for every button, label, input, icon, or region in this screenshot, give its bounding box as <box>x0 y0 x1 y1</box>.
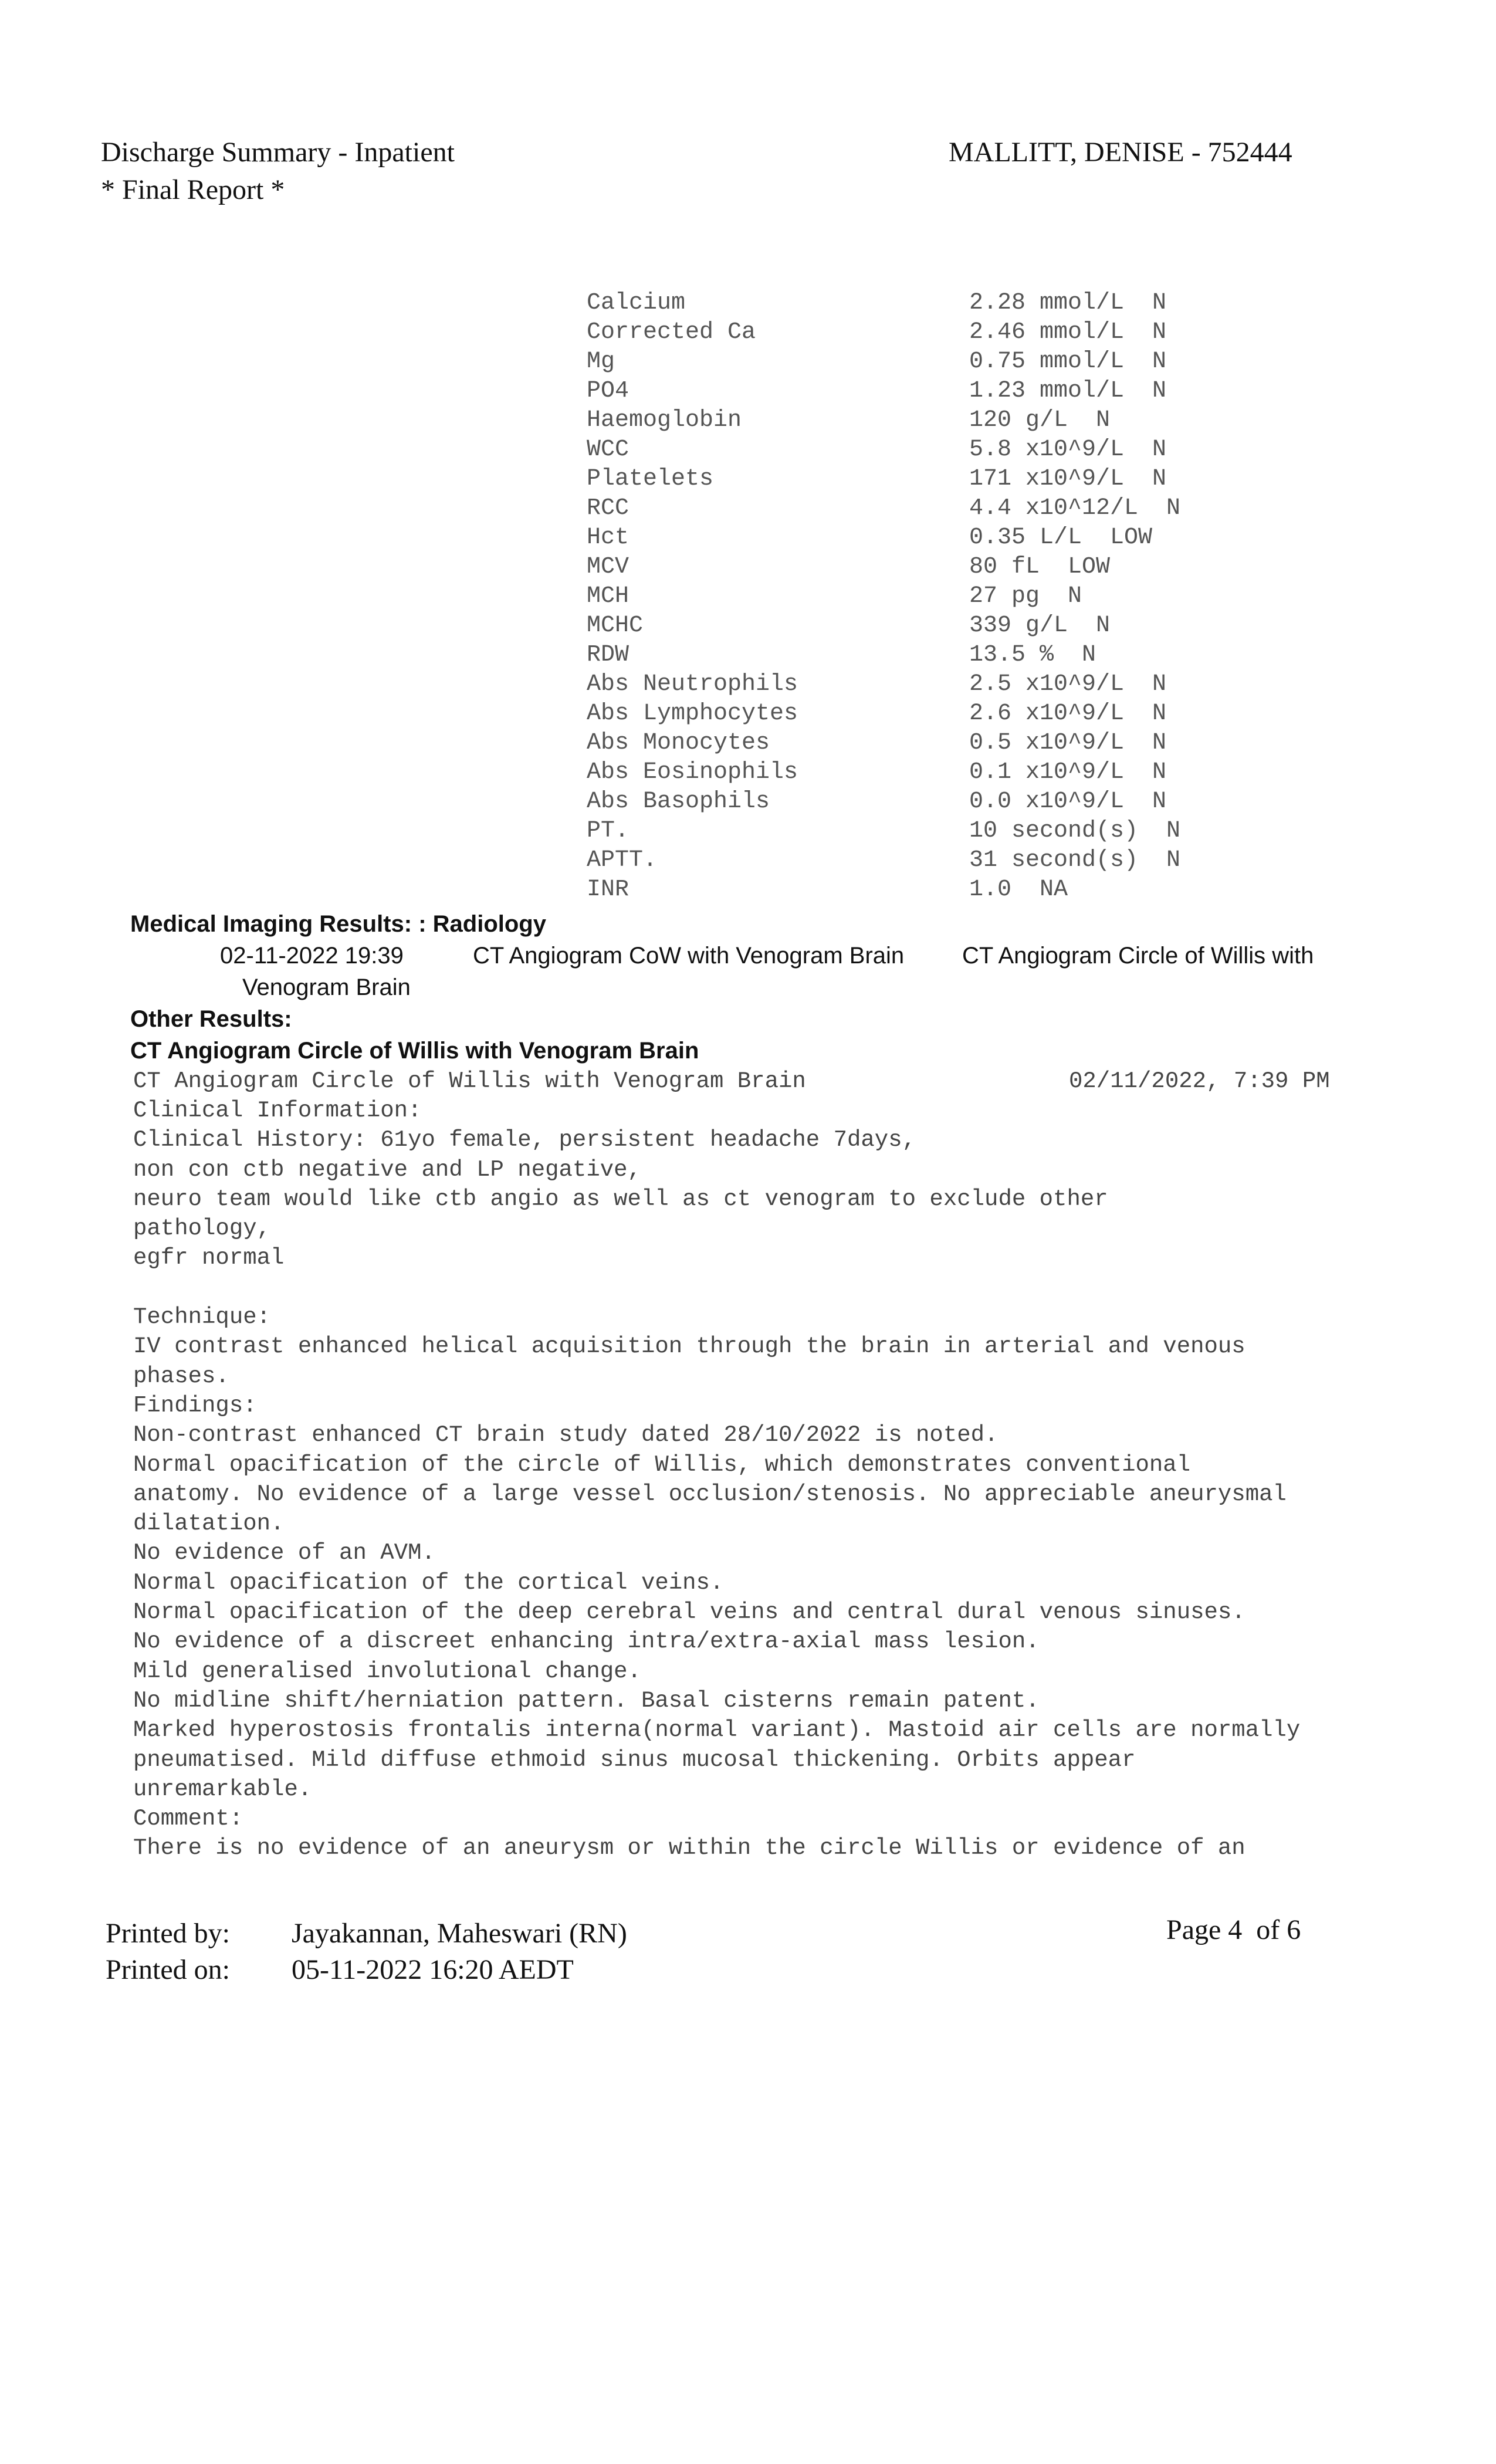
lab-test-value: 2.5 x10^9/L N <box>969 671 1167 698</box>
report-line: Comment: <box>133 1806 243 1832</box>
report-line: dilatation. <box>133 1511 285 1537</box>
lab-test-name: PO4 <box>587 378 629 404</box>
lab-test-name: Abs Basophils <box>587 788 770 815</box>
lab-test-name: INR <box>587 876 629 903</box>
report-line: non con ctb negative and LP negative, <box>133 1156 641 1183</box>
report-line: Marked hyperostosis frontalis interna(normal variant). Mastoid air cells are normally <box>133 1717 1301 1744</box>
report-line: phases. <box>133 1363 229 1389</box>
printed-by-label: Printed by: <box>106 1918 230 1949</box>
printed-by-value: Jayakannan, Maheswari (RN) <box>292 1918 627 1949</box>
report-line: Normal opacification of the circle of Willis, which demonstrates conventional <box>133 1451 1191 1478</box>
imaging-heading: Medical Imaging Results: : Radiology <box>130 911 546 937</box>
report-line <box>133 1273 1300 1302</box>
document-title: Discharge Summary - Inpatient <box>101 137 455 168</box>
lab-test-name: Abs Eosinophils <box>587 759 798 786</box>
report-line: Normal opacification of the cortical veins. <box>133 1569 724 1596</box>
lab-test-value: 0.5 x10^9/L N <box>969 730 1167 756</box>
report-line: No evidence of a discreet enhancing intra/extra-axial mass lesion. <box>133 1629 1040 1655</box>
report-line: egfr normal <box>133 1245 285 1271</box>
report-line: unremarkable. <box>133 1776 312 1802</box>
report-line: pathology, <box>133 1216 271 1242</box>
lab-test-name: RCC <box>587 495 629 522</box>
report-header-exam: CT Angiogram Circle of Willis with Venogram Brain <box>133 1068 806 1094</box>
lab-test-value: 171 x10^9/L N <box>969 466 1167 492</box>
lab-test-value: 5.8 x10^9/L N <box>969 436 1167 463</box>
patient-name-id: MALLITT, DENISE - 752444 <box>949 137 1292 168</box>
lab-test-value: 2.28 mmol/L N <box>969 290 1167 316</box>
lab-test-names <box>587 289 798 905</box>
lab-test-name: WCC <box>587 436 629 463</box>
lab-test-name: Abs Monocytes <box>587 730 770 756</box>
report-line: There is no evidence of an aneurysm or within the circle Willis or evidence of an <box>133 1835 1245 1861</box>
report-line: Clinical Information: <box>133 1098 422 1123</box>
report-title: CT Angiogram Circle of Willis with Venogram Brain <box>130 1038 699 1064</box>
lab-test-value: 80 fL LOW <box>969 554 1111 580</box>
lab-test-name: Abs Neutrophils <box>587 671 798 698</box>
lab-test-value: 2.6 x10^9/L N <box>969 700 1167 727</box>
imaging-datetime: 02-11-2022 19:39 <box>220 943 404 969</box>
lab-test-value: 4.4 x10^12/L N <box>969 495 1181 522</box>
report-line: pneumatised. Mild diffuse ethmoid sinus mucosal thickening. Orbits appear <box>133 1747 1136 1773</box>
report-line: Mild generalised involutional change. <box>133 1658 641 1684</box>
lab-test-name: APTT. <box>587 847 658 874</box>
lab-test-value: 10 second(s) N <box>969 818 1181 844</box>
imaging-exam-full: CT Angiogram Circle of Willis with <box>962 943 1314 969</box>
lab-test-value: 0.0 x10^9/L N <box>969 788 1167 815</box>
report-line: Non-contrast enhanced CT brain study dated 28/10/2022 is noted. <box>133 1422 999 1448</box>
report-line: Findings: <box>133 1392 257 1419</box>
lab-test-name: Calcium <box>587 290 686 316</box>
report-line: Technique: <box>133 1304 271 1331</box>
imaging-exam-full-cont: Venogram Brain <box>242 974 411 1000</box>
printed-on-value: 05-11-2022 16:20 AEDT <box>292 1954 574 1985</box>
lab-test-value: 0.75 mmol/L N <box>969 348 1167 375</box>
lab-test-value: 0.1 x10^9/L N <box>969 759 1167 786</box>
lab-test-name: Hct <box>587 524 629 551</box>
report-line: anatomy. No evidence of a large vessel occlusion/stenosis. No appreciable aneurysmal <box>133 1481 1287 1507</box>
lab-test-name: Mg <box>587 348 615 375</box>
report-line: No midline shift/herniation pattern. Basal cisterns remain patent. <box>133 1687 1040 1714</box>
lab-test-value: 1.23 mmol/L N <box>969 378 1167 404</box>
lab-test-value: 339 g/L N <box>969 612 1111 639</box>
report-line: neuro team would like ctb angio as well as ct venogram to exclude other <box>133 1186 1108 1212</box>
report-line: Clinical History: 61yo female, persistent headache 7days, <box>133 1127 916 1153</box>
imaging-exam-short: CT Angiogram CoW with Venogram Brain <box>473 943 905 969</box>
lab-test-values <box>969 289 1180 905</box>
lab-test-name: PT. <box>587 818 629 844</box>
lab-test-name: MCH <box>587 583 629 610</box>
lab-test-value: 1.0 NA <box>969 876 1068 903</box>
lab-test-name: RDW <box>587 642 629 668</box>
report-line: No evidence of an AVM. <box>133 1540 435 1566</box>
lab-test-name: Corrected Ca <box>587 319 756 346</box>
lab-test-value: 120 g/L N <box>969 407 1111 434</box>
lab-test-name: Abs Lymphocytes <box>587 700 798 727</box>
report-status: * Final Report * <box>101 174 285 205</box>
lab-test-name: Platelets <box>587 466 714 492</box>
page-number: Page 4 of 6 <box>1166 1914 1301 1945</box>
lab-test-value: 2.46 mmol/L N <box>969 319 1167 346</box>
lab-test-value: 13.5 % N <box>969 642 1096 668</box>
radiology-report-body <box>133 1096 1300 1863</box>
lab-test-name: Haemoglobin <box>587 407 742 434</box>
report-line: Normal opacification of the deep cerebral veins and central dural venous sinuses. <box>133 1599 1245 1626</box>
lab-test-name: MCHC <box>587 612 644 639</box>
report-header-date: 02/11/2022, 7:39 PM <box>1069 1068 1330 1094</box>
lab-test-value: 0.35 L/L LOW <box>969 524 1153 551</box>
printed-on-label: Printed on: <box>106 1954 230 1985</box>
report-line: IV contrast enhanced helical acquisition through the brain in arterial and venous <box>133 1333 1245 1360</box>
lab-test-value: 31 second(s) N <box>969 847 1181 874</box>
other-results-heading: Other Results: <box>130 1006 292 1032</box>
lab-test-name: MCV <box>587 554 629 580</box>
lab-test-value: 27 pg N <box>969 583 1082 610</box>
